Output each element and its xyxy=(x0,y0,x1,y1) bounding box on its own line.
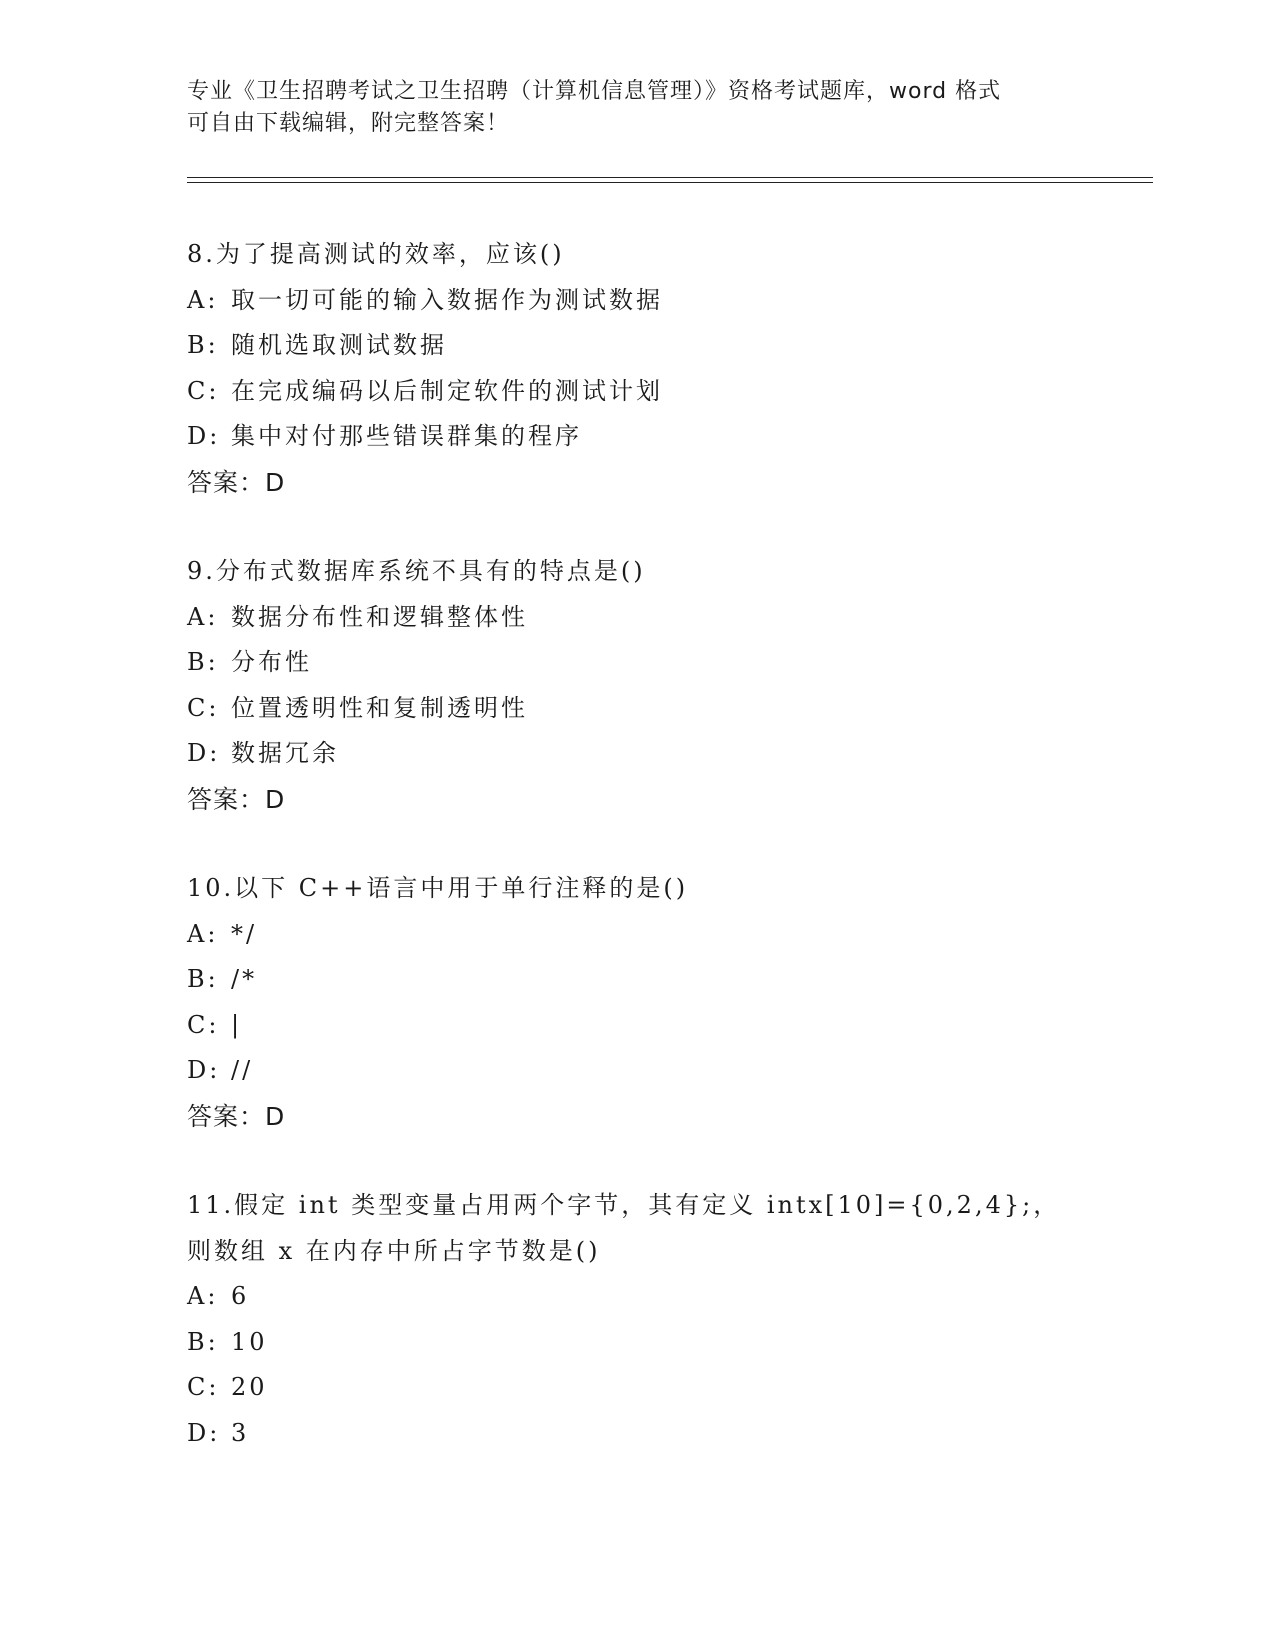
answer-key: 答案：D xyxy=(187,784,286,814)
option-letter: A: xyxy=(187,285,219,314)
question-stem: 则数组 x 在内存中所占字节数是() xyxy=(187,1236,601,1265)
question-block xyxy=(187,232,1147,505)
option-letter: D: xyxy=(187,739,221,767)
answer-option xyxy=(187,1048,1147,1094)
option-text: 数据冗余 xyxy=(231,739,339,767)
answer-option xyxy=(187,414,1147,460)
option-letter: D: xyxy=(187,422,221,450)
option-letter: C: xyxy=(187,1373,220,1401)
option-text: 在完成编码以后制定软件的测试计划 xyxy=(231,376,663,405)
option-text: // xyxy=(231,1056,254,1084)
answer-option xyxy=(187,1274,1147,1320)
answer-option xyxy=(187,369,1147,415)
option-letter: B: xyxy=(187,1327,219,1356)
option-text: 10 xyxy=(231,1327,268,1356)
option-text: 数据分布性和逻辑整体性 xyxy=(231,602,528,631)
option-letter: A: xyxy=(187,1282,219,1310)
answer-option xyxy=(187,912,1147,958)
answer-option xyxy=(187,686,1147,732)
header-divider-top xyxy=(187,177,1153,178)
answer-option xyxy=(187,640,1147,686)
answer-option xyxy=(187,1003,1147,1049)
answer-key: 答案：D xyxy=(187,1101,286,1131)
question-list xyxy=(187,232,1147,1500)
option-letter: D: xyxy=(187,1418,221,1447)
question-block xyxy=(187,866,1147,1139)
option-text: 位置透明性和复制透明性 xyxy=(231,693,528,722)
header-title-line-1: 专业《卫生招聘考试之卫生招聘（计算机信息管理）》资格考试题库，word 格式 xyxy=(187,79,1002,104)
answer-option xyxy=(187,731,1147,777)
option-letter: C: xyxy=(187,693,220,722)
question-stem: 8.为了提高测试的效率，应该() xyxy=(187,240,565,268)
answer-option xyxy=(187,1320,1147,1366)
option-letter: D: xyxy=(187,1056,221,1084)
option-letter: C: xyxy=(187,376,220,405)
option-text: /* xyxy=(231,965,258,993)
option-text: 分布性 xyxy=(231,648,312,676)
option-text: 6 xyxy=(231,1282,250,1310)
question-stem: 11.假定 int 类型变量占用两个字节，其有定义 intx[10]={0,2,4};， xyxy=(187,1191,1061,1219)
option-letter: A: xyxy=(187,919,219,948)
option-text: */ xyxy=(231,919,258,948)
option-text: 集中对付那些错误群集的程序 xyxy=(231,422,582,450)
option-text: 取一切可能的输入数据作为测试数据 xyxy=(231,285,663,314)
option-letter: A: xyxy=(187,602,219,631)
option-text: 3 xyxy=(231,1418,250,1447)
answer-option xyxy=(187,1411,1147,1457)
question-block xyxy=(187,1183,1147,1456)
option-text: | xyxy=(231,1010,243,1039)
option-letter: B: xyxy=(187,648,219,676)
answer-key: 答案：D xyxy=(187,467,286,497)
answer-option xyxy=(187,323,1147,369)
answer-option xyxy=(187,957,1147,1003)
option-text: 20 xyxy=(231,1373,268,1401)
option-text: 随机选取测试数据 xyxy=(231,331,447,359)
option-letter: B: xyxy=(187,331,219,359)
header-title-line-2: 可自由下载编辑，附完整答案！ xyxy=(187,111,510,136)
answer-option xyxy=(187,1365,1147,1411)
question-block xyxy=(187,549,1147,822)
option-letter: C: xyxy=(187,1010,220,1039)
answer-option xyxy=(187,595,1147,641)
option-letter: B: xyxy=(187,965,219,993)
document-header xyxy=(187,76,1067,140)
answer-option xyxy=(187,278,1147,324)
header-divider-bottom xyxy=(187,182,1153,183)
question-stem: 10.以下 C++语言中用于单行注释的是() xyxy=(187,874,689,902)
question-stem: 9.分布式数据库系统不具有的特点是() xyxy=(187,557,646,585)
